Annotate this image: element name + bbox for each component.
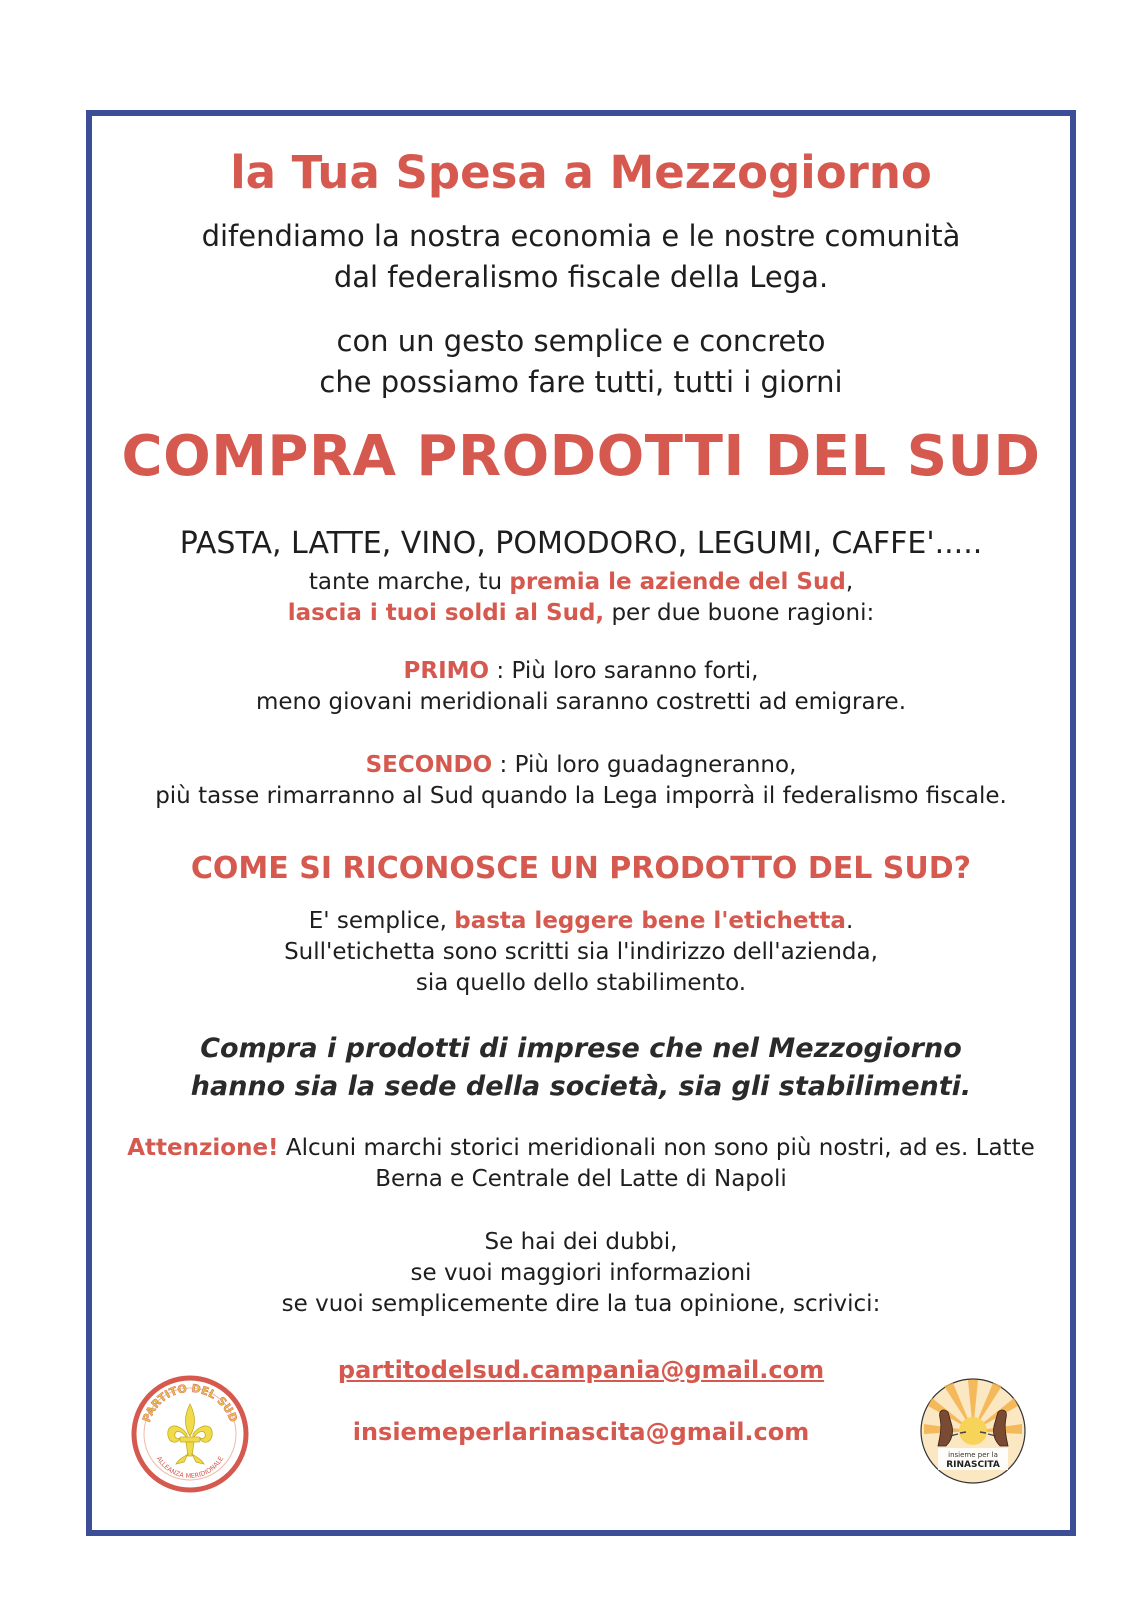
reason-primo-line-2: meno giovani meridionali saranno costretti ad emigrare. xyxy=(255,689,907,715)
answer-line-2: Sull'etichetta sono scritti sia l'indirizzo dell'azienda, xyxy=(284,939,878,965)
brands-highlight-2: lascia i tuoi soldi al Sud, xyxy=(287,600,605,626)
answer-highlight: basta leggere bene l'etichetta xyxy=(454,908,846,934)
brands-post: per due buone ragioni: xyxy=(604,600,875,626)
reason-secondo xyxy=(92,750,1070,812)
reason-secondo-line-2: più tasse rimarranno al Sud quando la Lega imporrà il federalismo fiscale. xyxy=(155,783,1007,809)
contact-line-2: se vuoi maggiori informazioni xyxy=(410,1260,752,1286)
page-title: la Tua Spesa a Mezzogiorno xyxy=(230,146,932,199)
warning-text-1: Alcuni marchi storici meridionali non sono più nostri, ad es. Latte xyxy=(278,1135,1035,1161)
reason-primo-label: PRIMO xyxy=(403,658,490,684)
svg-text:ALLEANZA MERIDIONALE: ALLEANZA MERIDIONALE xyxy=(154,1455,226,1481)
question-heading: COME SI RICONOSCE UN PRODOTTO DEL SUD? xyxy=(190,851,972,886)
brands-text xyxy=(92,567,1070,629)
email-link-insieme-rinascita[interactable]: insiemeperlarinascita@gmail.com xyxy=(352,1418,810,1446)
reason-primo-line-1 xyxy=(92,656,1070,687)
brands-pre: tante marche, tu xyxy=(308,569,510,595)
contact-text xyxy=(92,1227,1070,1320)
answer-pre: E' semplice, xyxy=(308,908,455,934)
warning-label: Attenzione! xyxy=(127,1135,279,1161)
gesture-line-1: con un gesto semplice e concreto xyxy=(336,324,826,358)
contact-line-1: Se hai dei dubbi, xyxy=(484,1229,678,1255)
email-link-partito-del-sud[interactable]: partitodelsud.campania@gmail.com xyxy=(337,1356,825,1384)
answer-post: . xyxy=(845,908,854,934)
reason-secondo-text: : Più loro guadagneranno, xyxy=(492,752,797,778)
warning-text xyxy=(92,1133,1070,1195)
advice-line-2: hanno sia la sede della società, sia gli stabilimenti. xyxy=(190,1071,972,1102)
brands-comma: , xyxy=(845,569,854,595)
brands-line-1 xyxy=(92,567,1070,598)
warning-line-1 xyxy=(92,1133,1070,1164)
svg-text:insieme per la: insieme per la xyxy=(948,1451,998,1459)
advice-line-1: Compra i prodotti di imprese che nel Mezzogiorno xyxy=(200,1033,962,1064)
brands-highlight-1: premia le aziende del Sud xyxy=(509,569,846,595)
advice-text xyxy=(92,1030,1070,1106)
rinascita-hands-logo-icon xyxy=(918,1376,1028,1486)
fleur-de-lis-logo-icon xyxy=(130,1374,250,1494)
intro-text xyxy=(92,216,1070,298)
reason-secondo-line-1 xyxy=(92,750,1070,781)
reason-primo-text: : Più loro saranno forti, xyxy=(489,658,759,684)
products-list: PASTA, LATTE, VINO, POMODORO, LEGUMI, CAFFE'..... xyxy=(179,526,983,561)
gesture-text xyxy=(92,321,1070,403)
svg-text:RINASCITA: RINASCITA xyxy=(946,1460,1000,1470)
flyer-frame xyxy=(86,110,1076,1536)
intro-line-1: difendiamo la nostra economia e le nostre comunità xyxy=(201,219,961,253)
contact-line-3: se vuoi semplicemente dire la tua opinione, scrivici: xyxy=(281,1291,881,1317)
svg-text:PARTITO DEL SUD: PARTITO DEL SUD xyxy=(139,1381,241,1424)
warning-line-2: Berna e Centrale del Latte di Napoli xyxy=(375,1166,787,1192)
insieme-rinascita-logo xyxy=(918,1376,1028,1490)
partito-del-sud-logo xyxy=(130,1374,250,1498)
answer-text xyxy=(92,906,1070,999)
brands-line-2 xyxy=(92,598,1070,629)
answer-line-1 xyxy=(92,906,1070,937)
headline: COMPRA PRODOTTI DEL SUD xyxy=(121,424,1041,489)
reason-primo xyxy=(92,656,1070,718)
answer-line-3: sia quello dello stabilimento. xyxy=(415,970,747,996)
intro-line-2: dal federalismo fiscale della Lega. xyxy=(333,260,829,294)
gesture-line-2: che possiamo fare tutti, tutti i giorni xyxy=(319,365,843,399)
reason-secondo-label: SECONDO xyxy=(365,752,493,778)
